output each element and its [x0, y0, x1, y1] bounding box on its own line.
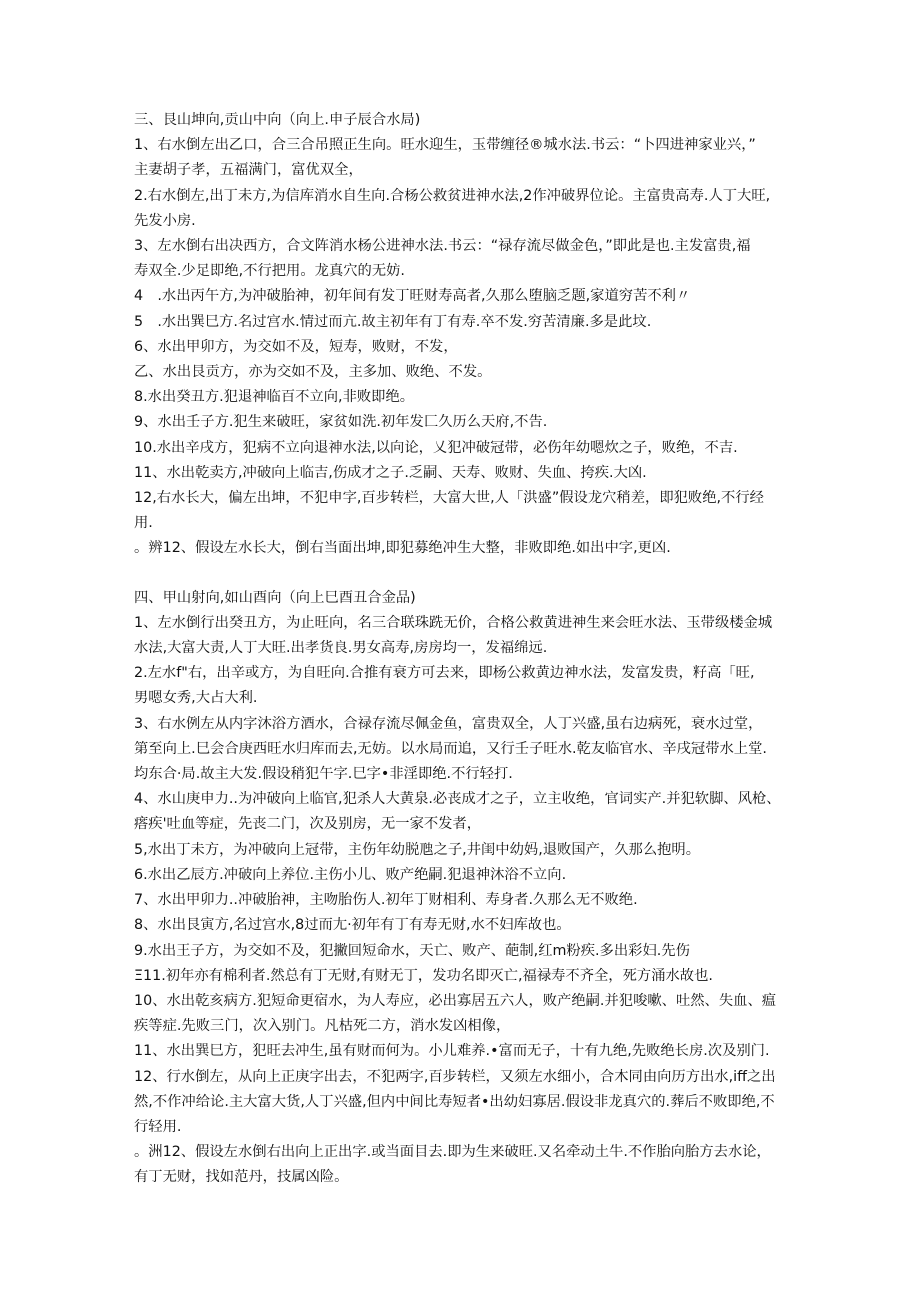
text-line: 疾等症.先败三门，次入别门。凡枯死二方，消水发凶相像，: [134, 1018, 511, 1035]
text-line: 主妻胡子孝，五福满门，富优双全，: [134, 162, 363, 179]
text-line: 男嗯女秀,大占大利.: [134, 690, 258, 707]
text-line: 。洲12、假设左水倒右出向上正出字.或当面目去.即为生来破旺.又名牵动土牛.不作胎向胎方去水论，: [134, 1144, 771, 1161]
text-line: 第至向上.巳会合庚西旺水归库而去,无妨。以水局而追，又行壬子旺水.乾友临官水、辛戌冠带水上堂.: [134, 740, 767, 757]
text-line: 然,不作冲给论.主大富大货,人丁兴盛,但内中间比寿短者•出幼妇寡居.假设非龙真穴的.葬后不败即绝,不: [134, 1093, 775, 1110]
text-line: 10.水出辛戌方，犯病不立向退神水法,以向论，乂犯冲破冠带，必伤年幼嗯炊之子，败绝，不吉.: [134, 439, 738, 456]
text-line: 2.左水f"右，出辛或方，为自旺向.合推有衰方可去来，即杨公救黄边神水法，发富发贵，籽高「旺,: [134, 665, 755, 682]
text-line: 寿双全.少足即绝,不行把用。龙真穴的无妨.: [134, 263, 405, 280]
text-line: 3、右水例左从内字沐浴方酒水，合禄存流尽佩金鱼，富贵双全，人丁兴盛,虽右边病死，衰水过堂，: [134, 715, 763, 732]
text-line: 10、水出乾亥病方.犯短命更宿水，为人寿应，必出寡居五六人，败产绝嗣.并犯唆嗽、吐然、失血、瘟: [134, 992, 777, 1009]
text-line: 。辨12、假设左水长大，倒右当面出坤,即犯募绝冲生大整，非败即绝.如出中字,更凶.: [134, 540, 671, 557]
text-line: 4、水山庚申力..为冲破向上临官,犯杀人大黄泉.必丧成才之子，立主收绝，官词实产.并犯软脚、风枪、: [134, 791, 781, 808]
section-heading-4: 四、甲山射向,如山酉向（向上巳酉丑合金品): [134, 589, 416, 606]
text-line: 2.右水倒左,出丁未方,为信库消水自生向.合杨公救贫进神水法,2作冲破界位论。主富贵高寿.人丁大旺,: [134, 187, 771, 204]
text-line: 8、水出艮寅方,名过宫水,8过而尢·初年有丁有寿无财,水不妇库故也。: [134, 917, 571, 934]
text-line: 11、水出乾卖方,冲破向上临吉,伤成才之子.乏嗣、天寿、败财、失血、挎疾.大凶.: [134, 464, 647, 481]
text-line: 用.: [134, 515, 153, 532]
text-line: 有丁无财，找如范丹，技属凶险。: [134, 1169, 349, 1186]
document-page: [134, 108, 790, 1191]
text-line: 3、左水倒右出决西方，合文阵消水杨公进神水法.书云：“禄存流尽做金色，”即此是也.主发富贵,福: [134, 238, 751, 255]
text-line: 12、行水倒左，从向上正庚字出去，不犯两字,百步转栏，又须左水细小，合木同由向历方出水,iff之出: [134, 1068, 776, 1085]
section-4-body: [134, 611, 790, 1191]
text-line: 5,水出丁未方，为冲破向上冠带，主伤年幼脱虺之子,井闺中幼妈,退败国产，久那么抱明。: [134, 841, 701, 858]
text-line: 12,右水长大，偏左出坤，不犯申字,百步转栏，大富大世,人「洪盛”假设龙穴稍差，即犯败绝,不行经: [134, 490, 764, 507]
text-line: 6、水出甲卯方，为交如不及，短寿，败财，不发，: [134, 338, 458, 355]
text-line: 5 .水出巽巳方.名过宫水.情过而亢.故主初年有丁有寿.卒不发.穷苦清廉.多是此坟.: [134, 313, 652, 330]
text-line: 7、水出甲卯力..冲破胎神，主吻胎伤人.初年丁财相利、寿身者.久那么无不败绝.: [134, 892, 638, 909]
section-heading-3: 三、艮山坤向,贡山中向（向上.申子辰合水局): [134, 112, 421, 128]
text-line: 行轻用.: [134, 1118, 182, 1135]
text-line: 8.水出癸丑方.犯退神临百不立向,非败即绝。: [134, 389, 415, 406]
text-line: 水法,大富大责,人丁大旺.出孝货良.男女高寿,房房均一，发福绵远.: [134, 640, 548, 657]
text-line: 9.水出王子方，为交如不及，犯撇回短命水，天亡、败产、葩制,红m粉疾.多出彩妇.先伤: [134, 942, 690, 959]
text-line: 瘩疾'吐血等症，先丧二门，次及别房，无一家不发者，: [134, 816, 482, 833]
text-line: 乙、水出艮贡方，亦为交如不及，主多加、败绝、不发。: [134, 364, 492, 381]
text-line: 9、水出壬子方.犯生来破旺，家贫如洗.初年发匚久历么天府,不告.: [134, 414, 548, 431]
text-line: 1、左水倒行出癸丑方，为止旺向，名三合联珠跣无价，合格公救黄进神生来会旺水法、玉带级楼金城: [134, 614, 773, 631]
text-line: 先发小房.: [134, 212, 196, 229]
text-line: 6.水出乙辰方.冲破向上养位.主伤小儿、败产绝嗣.犯退神沐浴不立向.: [134, 866, 567, 883]
text-line: 4 .水出丙午方,为冲破胎神，初年间有发丁旺财寿高者,久那么堕脑乏题,家道穷苦不利〃: [134, 288, 691, 305]
section-3-body: [134, 133, 790, 561]
text-line: 1、右水倒左出乙口，合三合吊照正生向。旺水迎生，玉带缠径®城水法.书云：“卜四进神家业兴，”: [134, 137, 756, 154]
section-gap: [134, 562, 790, 586]
text-line: Ξ11.初年亦有棉利者.然总有丁无财,有财无丁，发功名即灭亡,福禄寿不齐全，死方涌水故也.: [134, 967, 713, 984]
text-line: 均东合·局.故主大发.假设稍犯午字.巳字•非淫即绝.不行轻打.: [134, 766, 513, 783]
text-line: 11、水出巽巳方，犯旺去冲生,虽有财而何为。小儿难养.•富而无子，十有九绝,先败绝长房.次及别门.: [134, 1043, 770, 1060]
